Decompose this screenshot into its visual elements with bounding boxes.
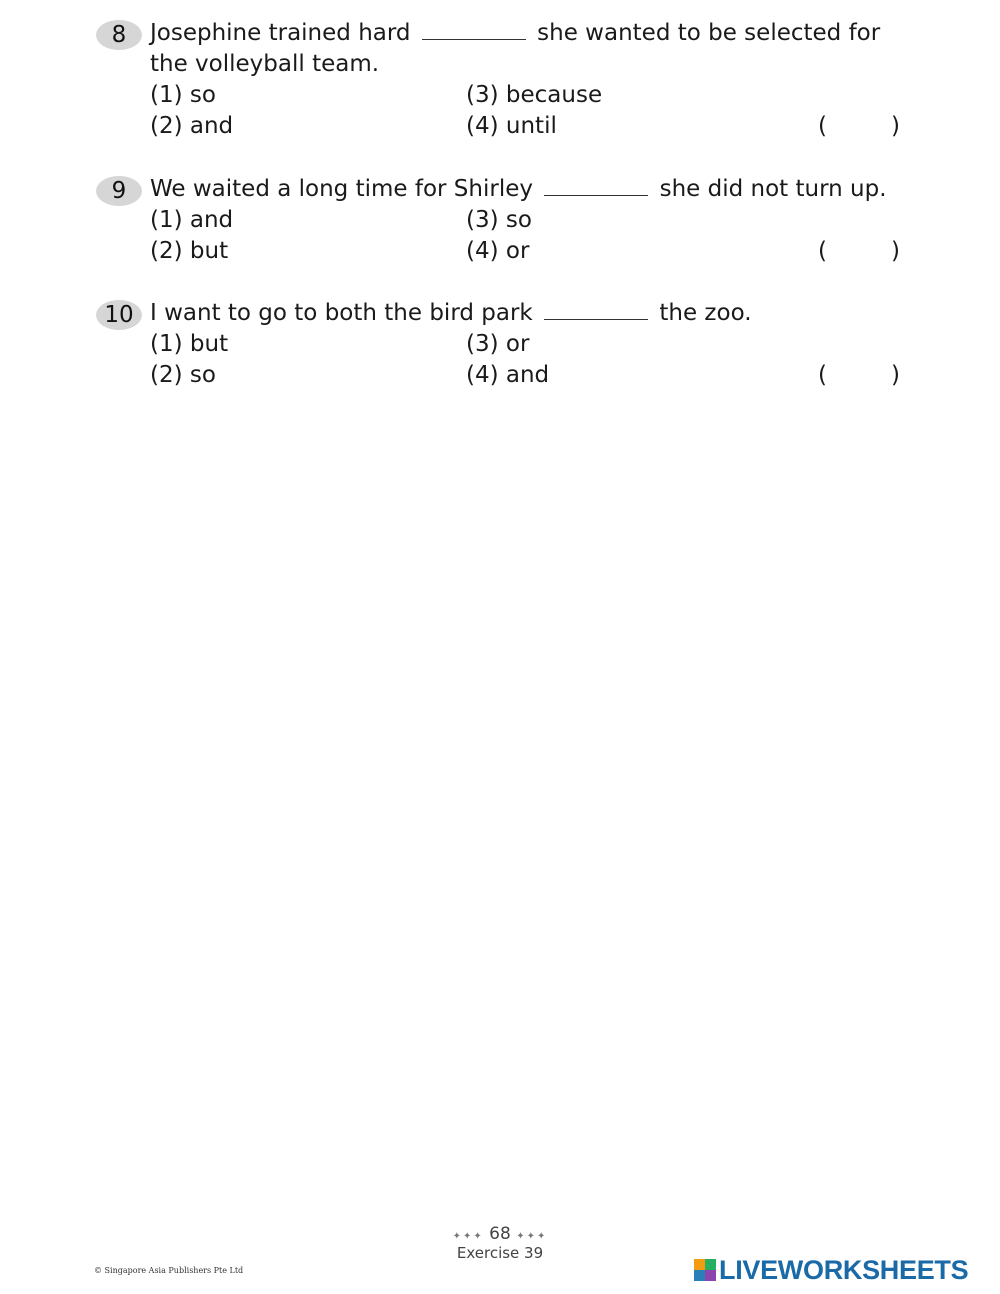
answer-blank[interactable] (422, 37, 526, 40)
decorative-dots-icon: ✦✦✦ (516, 1231, 548, 1242)
open-bracket: ( (818, 362, 827, 388)
decorative-dots-icon: ✦✦✦ (452, 1231, 484, 1242)
open-bracket: ( (818, 113, 827, 139)
option-1[interactable]: (1) and (150, 207, 234, 233)
question-8 (96, 18, 908, 142)
answer-box[interactable] (818, 111, 900, 142)
option-3[interactable]: (3) or (466, 331, 530, 357)
page-number: 68 (489, 1224, 511, 1244)
liveworksheets-logo (694, 1255, 968, 1285)
stem-text-after: she did not turn up. (659, 176, 887, 202)
answer-blank[interactable] (544, 317, 648, 320)
option-4[interactable]: (4) until (466, 113, 557, 139)
option-2[interactable]: (2) so (150, 362, 216, 388)
question-number-badge: 8 (96, 20, 142, 50)
copyright-notice: © Singapore Asia Publishers Pte Ltd (94, 1266, 244, 1275)
question-stem (150, 298, 908, 329)
options-list (150, 205, 908, 267)
question-10 (96, 298, 908, 391)
stem-text-before: We waited a long time for Shirley (150, 176, 533, 202)
brand-name: LIVEWORKSHEETS (719, 1254, 969, 1285)
answer-box[interactable] (818, 236, 900, 267)
option-1[interactable]: (1) but (150, 331, 229, 357)
option-3[interactable]: (3) so (466, 207, 532, 233)
question-stem (150, 174, 908, 205)
option-2[interactable]: (2) and (150, 113, 234, 139)
exercise-label: Exercise 39 (456, 1244, 544, 1262)
options-list (150, 329, 908, 391)
option-4[interactable]: (4) or (466, 238, 530, 264)
page-number-line (0, 1224, 1000, 1244)
question-stem (150, 18, 908, 49)
stem-text-after: the zoo. (659, 300, 752, 326)
question-number-badge: 9 (96, 176, 142, 206)
option-2[interactable]: (2) but (150, 238, 229, 264)
open-bracket: ( (818, 238, 827, 264)
option-1[interactable]: (1) so (150, 82, 216, 108)
stem-text-before: I want to go to both the bird park (150, 300, 533, 326)
answer-blank[interactable] (544, 193, 648, 196)
close-bracket: ) (890, 113, 900, 139)
question-number-badge: 10 (96, 300, 142, 330)
option-3[interactable]: (3) because (466, 82, 603, 108)
question-9 (96, 174, 908, 267)
options-list (150, 80, 908, 142)
close-bracket: ) (890, 362, 900, 388)
stem-text-after: she wanted to be selected for (537, 20, 881, 46)
answer-box[interactable] (818, 360, 900, 391)
stem-text-before: Josephine trained hard (150, 20, 411, 46)
close-bracket: ) (890, 238, 900, 264)
stem-text-line2: the volleyball team. (150, 51, 380, 77)
option-4[interactable]: (4) and (466, 362, 550, 388)
liveworksheets-logo-icon (694, 1259, 716, 1281)
